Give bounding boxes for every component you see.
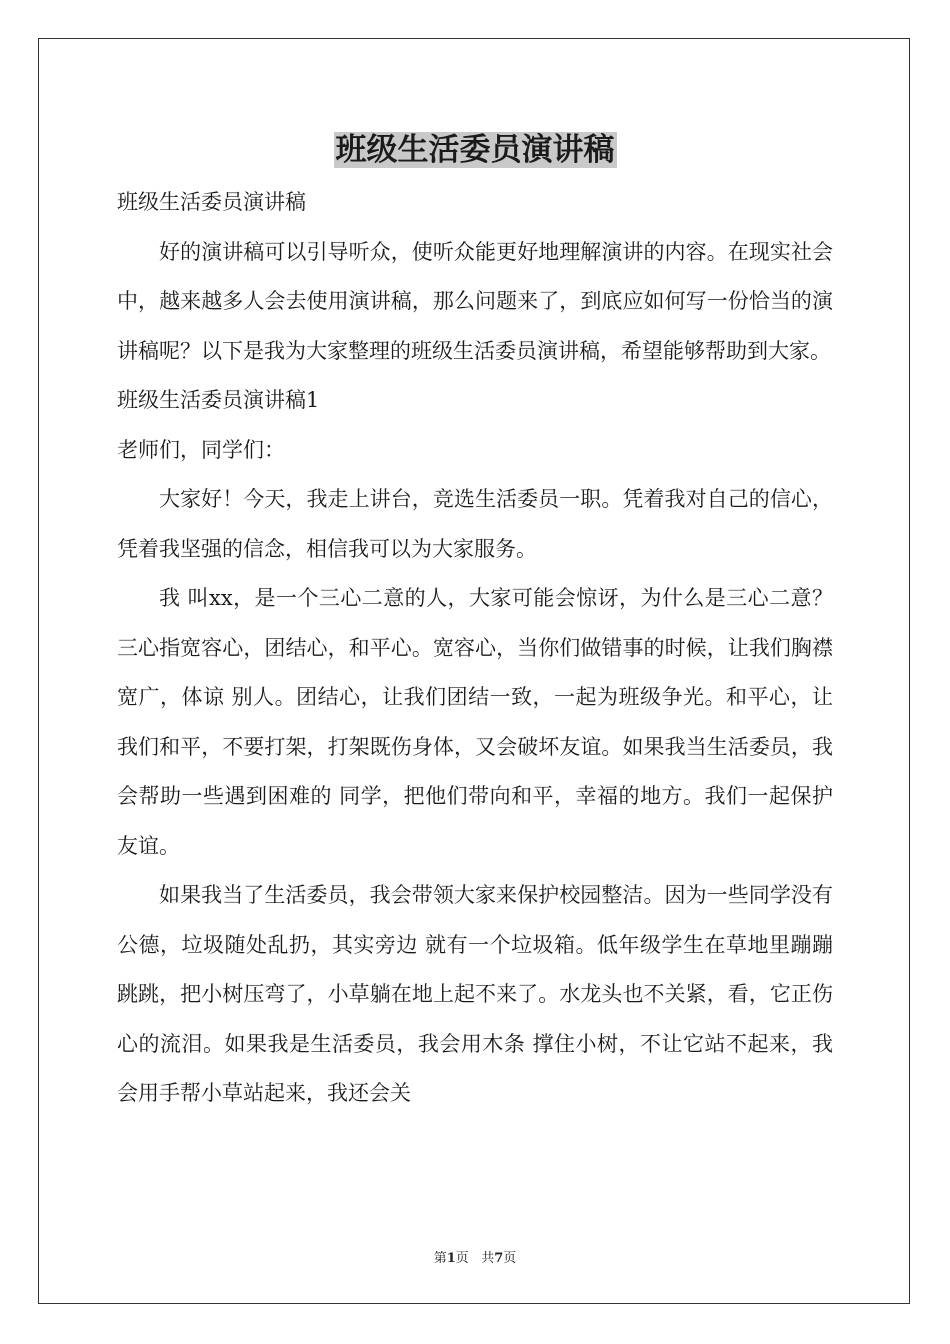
page-current: 1 <box>446 1251 456 1266</box>
page-footer <box>0 1247 950 1266</box>
body-paragraph: 大家好！今天，我走上讲台，竞选生活委员一职。凭着我对自己的信心，凭着我坚强的信念，相信我可以为大家服务。 <box>117 487 833 561</box>
body-paragraph: 班级生活委员演讲稿 <box>117 190 306 214</box>
body-paragraph: 老师们，同学们： <box>117 437 285 462</box>
document-body <box>117 178 833 1119</box>
document-title-text: 班级生活委员演讲稿 <box>335 132 615 168</box>
document-title <box>0 128 950 172</box>
body-paragraph: 好的演讲稿可以引导听众，使听众能更好地理解演讲的内容。在现实社会中，越来越多人会去使用演讲稿，那么问题来了，到底应如何写一份恰当的演讲稿呢？以下是我为大家整理的班级生活委员演讲稿，希望能够帮助到大家。 <box>117 239 833 363</box>
body-paragraph: 我 叫xx，是一个三心二意的人，大家可能会惊讶，为什么是三心二意？三心指宽容心，团结心，和平心。宽容心，当你们做错事的时候，让我们胸襟宽广，体谅 别人。团结心，让我们团结一致，一起为班级争光。和平心，让我们和平，不要打架，打架既伤身体，又会破坏友谊。如果我当生活委员，我会帮助一些遇到困难的 同学，把他们带向和平，幸福的地方。我们一起保护友谊。 <box>117 586 833 858</box>
page-suffix: 页 <box>455 1251 469 1266</box>
total-prefix: 共 <box>481 1251 495 1266</box>
page-prefix: 第 <box>433 1251 447 1266</box>
page-total: 7 <box>494 1251 504 1266</box>
body-paragraph: 班级生活委员演讲稿1 <box>117 388 320 412</box>
body-paragraph: 如果我当了生活委员，我会带领大家来保护校园整洁。因为一些同学没有公德，垃圾随处乱扔，其实旁边 就有一个垃圾箱。低年级学生在草地里蹦蹦跳跳，把小树压弯了，小草躺在地上起不来了。水龙头也不关紧，看，它正伤心的流泪。如果我是生活委员，我会用木条 撑住小树，不让它站不起来，我会用手帮小草站起来，我还会关 <box>117 883 833 1105</box>
total-suffix: 页 <box>503 1251 517 1266</box>
